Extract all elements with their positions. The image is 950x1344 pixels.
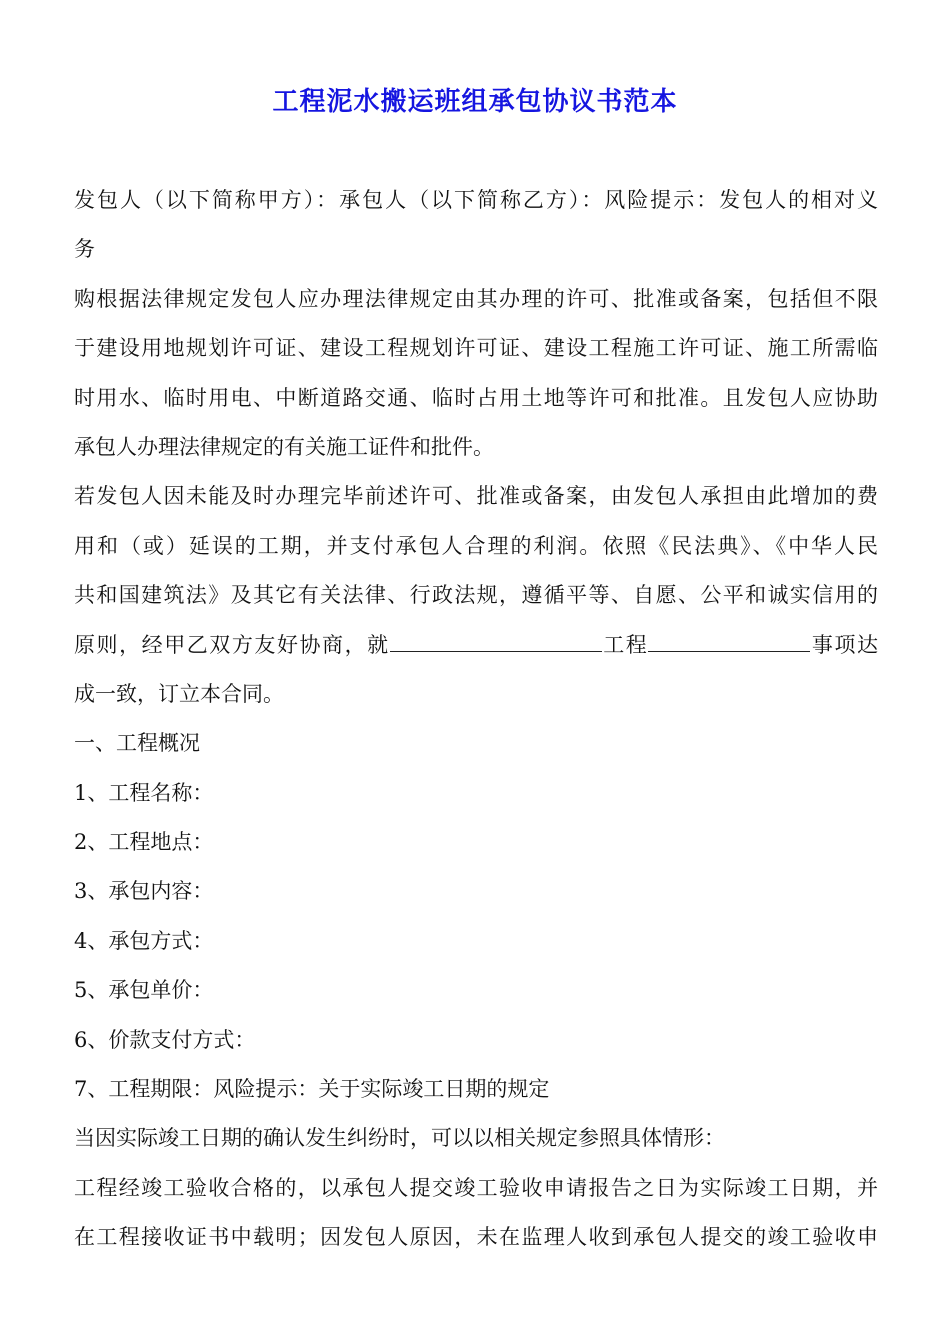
list-item: 2、工程地点： — [74, 830, 214, 855]
paragraph-line: 工程经竣工验收合格的，以承包人提交竣工验收申请报告之日为实际竣工日期，并 — [74, 1175, 878, 1200]
paragraph-line: 发包人（以下简称甲方）：承包人（以下简称乙方）：风险提示：发包人的相对义 — [74, 188, 878, 212]
paragraph-line: 若发包人因未能及时办理完毕前述许可、批准或备案，由发包人承担由此增加的费 — [74, 484, 878, 509]
list-item: 6、价款支付方式： — [74, 1027, 256, 1052]
fill-in-line — [74, 621, 878, 670]
paragraph-line: 当因实际竣工日期的确认发生纠纷时，可以以相关规定参照具体情形： — [74, 1126, 725, 1151]
project-name-blank[interactable] — [390, 621, 602, 652]
fill-in-text-after: 事项达 — [810, 632, 879, 657]
paragraph-line: 购根据法律规定发包人应办理法律规定由其办理的许可、批准或备案，包括但不限 — [74, 286, 878, 311]
list-item: 4、承包方式： — [74, 928, 214, 953]
paragraph-line: 用和（或）延误的工期，并支付承包人合理的利润。依照《民法典》、《中华人民 — [74, 533, 878, 558]
list-item: 7、工程期限：风险提示：关于实际竣工日期的规定 — [74, 1077, 550, 1102]
document-title: 工程泥水搬运班组承包协议书范本 — [272, 87, 678, 117]
list-item: 3、承包内容： — [74, 879, 214, 904]
project-matter-blank[interactable] — [648, 621, 810, 652]
list-item: 5、承包单价： — [74, 978, 214, 1003]
list-item: 1、工程名称： — [74, 780, 214, 805]
paragraph-line: 务 — [74, 237, 95, 262]
paragraph-line: 在工程接收证书中载明；因发包人原因，未在监理人收到承包人提交的竣工验收申 — [74, 1225, 878, 1250]
document-body — [74, 176, 878, 1263]
fill-in-text-before: 原则，经甲乙双方友好协商，就 — [74, 632, 390, 657]
fill-in-text-middle: 工程 — [601, 632, 649, 657]
paragraph-line: 时用水、临时用电、中断道路交通、临时占用土地等许可和批准。且发包人应协助 — [74, 385, 878, 410]
paragraph-line: 承包人办理法律规定的有关施工证件和批件。 — [74, 434, 494, 459]
paragraph-line: 于建设用地规划许可证、建设工程规划许可证、建设工程施工许可证、施工所需临 — [74, 336, 878, 361]
section-heading: 一、工程概况 — [74, 731, 200, 756]
paragraph-line: 共和国建筑法》及其它有关法律、行政法规，遵循平等、自愿、公平和诚实信用的 — [74, 583, 878, 608]
paragraph-line: 成一致，订立本合同。 — [74, 681, 284, 706]
